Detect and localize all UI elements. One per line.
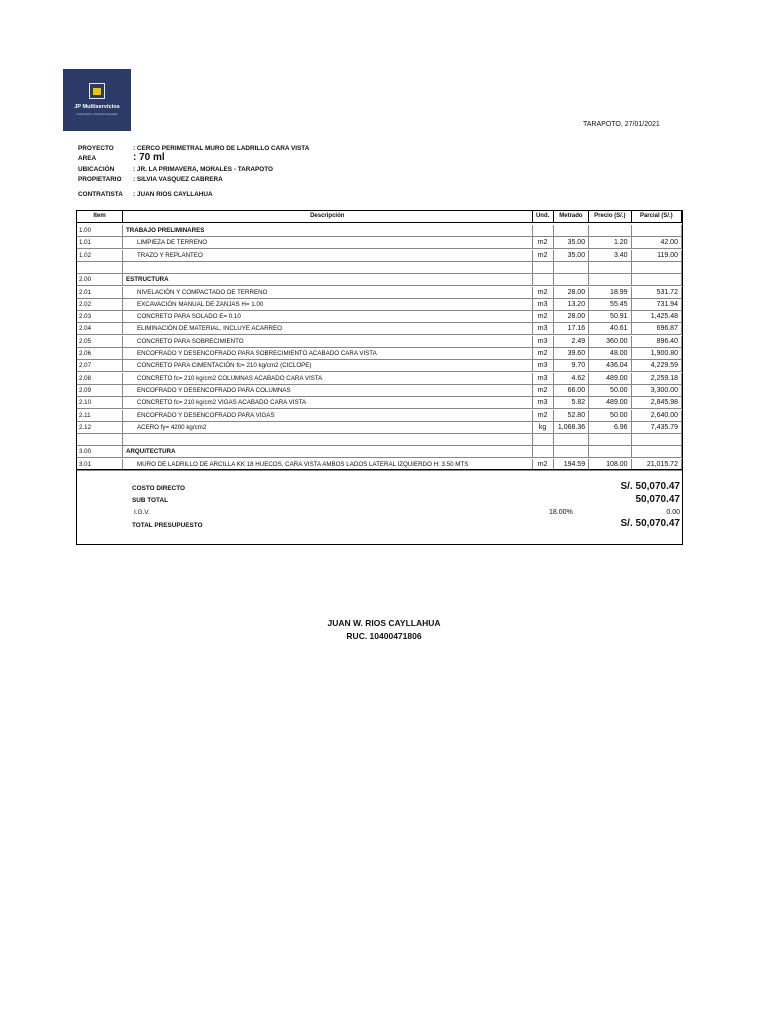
cell-item: 3.01 [77,459,123,471]
logo-mark-icon [89,83,105,99]
cell-item: 1.01 [77,237,123,249]
cell-met: 4.62 [554,373,589,385]
cell-pre: 6.96 [589,422,631,434]
cell-item: 2.01 [77,287,123,299]
cell-par: 1,425.48 [632,311,682,323]
cell-pre: 18.99 [589,287,631,299]
cell-und [533,262,554,274]
cell-met: 28.00 [554,311,589,323]
sub-total-value: 50,070.47 [635,494,680,505]
budget-table [76,210,683,545]
cell-pre: 48.00 [589,348,631,360]
cell-item: 1.02 [77,250,123,262]
cell-item: 2.04 [77,323,123,335]
table-row [77,287,682,299]
cell-pre [589,434,631,446]
total-presupuesto-label: TOTAL PRESUPUESTO [132,522,203,529]
cell-desc: CONCRETO fc= 210 kg/cm2 VIGAS ACABADO CARA VISTA [123,397,533,409]
cell-par: 1,900.80 [632,348,682,360]
cell-und: m2 [533,250,554,262]
cell-desc [123,434,533,446]
table-row [77,299,682,311]
cell-und: m3 [533,299,554,311]
cell-item: 2.03 [77,311,123,323]
cell-und: m2 [533,237,554,249]
table-row [77,360,682,372]
cell-item: 2.10 [77,397,123,409]
cell-item: 3.00 [77,446,123,458]
cell-pre: 108.00 [589,459,631,471]
cell-par: 7,435.79 [632,422,682,434]
cell-par [632,434,682,446]
cell-pre: 40.61 [589,323,631,335]
cell-met: 194.59 [554,459,589,471]
table-row [77,323,682,335]
cell-pre: 50.00 [589,385,631,397]
table-row [77,397,682,409]
cell-item: 2.06 [77,348,123,360]
cell-par: 21,015.72 [632,459,682,471]
table-row [77,262,682,274]
igv-label: I.G.V. [134,509,150,516]
cell-desc: EXCAVACIÓN MANUAL DE ZANJAS H= 1.00 [123,299,533,311]
table-row [77,311,682,323]
logo-tagline: Construcción y Servicios Generales [76,113,118,116]
cell-und: m3 [533,323,554,335]
cell-pre [589,274,631,286]
cell-und: m3 [533,373,554,385]
cell-met: 39.60 [554,348,589,360]
header-descripcion: Descripción [123,211,533,222]
cell-desc: NIVELACIÓN Y COMPACTADO DE TERRENO [123,287,533,299]
igv-value: 0.00 [666,509,680,516]
cell-item: 1.00 [77,225,123,237]
cell-desc: TRAZO Y REPLANTEO [123,250,533,262]
cell-pre: 489.00 [589,373,631,385]
header-parcial: Parcial (S/.) [632,211,682,222]
cell-und: m3 [533,360,554,372]
cell-par: 531.72 [632,287,682,299]
cell-und [533,225,554,237]
cell-item: 2.09 [77,385,123,397]
header-item: Item [77,211,123,222]
cell-und [533,434,554,446]
cell-pre [589,446,631,458]
cell-desc: ELIMINACIÓN DE MATERIAL, INCLUYE ACARREO [123,323,533,335]
cell-pre [589,225,631,237]
cell-desc: MURO DE LADRILLO DE ARCILLA KK 18 HUECOS, CARA VISTA AMBOS LADOS LATERAL IZQUIERDO H: 3.50 MTS [123,459,533,471]
cell-desc: LIMPIEZA DE TERRENO [123,237,533,249]
cell-desc: ENCOFRADO Y DESENCOFRADO PARA COLUMNAS [123,385,533,397]
cell-und [533,274,554,286]
table-row [77,434,682,446]
cell-item [77,262,123,274]
costo-directo-value: S/. 50,070.47 [620,481,680,492]
table-row [77,410,682,422]
table-row [77,373,682,385]
cell-item: 2.05 [77,336,123,348]
cell-par: 2,845.98 [632,397,682,409]
cell-met: 35.00 [554,250,589,262]
header-precio: Precio (S/.) [589,211,631,222]
cell-item: 2.00 [77,274,123,286]
cell-met [554,262,589,274]
cell-met: 52.80 [554,410,589,422]
cell-met: 35.00 [554,237,589,249]
cell-und: m2 [533,311,554,323]
cell-desc: TRABAJO PRELIMINARES [123,225,533,237]
cell-desc: ESTRUCTURA [123,274,533,286]
header-metrado: Metrado [554,211,589,222]
cell-par: 696.87 [632,323,682,335]
cell-und: m3 [533,397,554,409]
signature-name: JUAN W. RIOS CAYLLAHUA [327,618,441,628]
cell-item: 2.07 [77,360,123,372]
cell-met [554,274,589,286]
cell-par: 896.40 [632,336,682,348]
cell-item: 2.08 [77,373,123,385]
cell-desc: CONCRETO PARA SOLADO E= 0.10 [123,311,533,323]
costo-directo-label: COSTO DIRECTO [132,485,186,492]
cell-desc: ARQUITECTURA [123,446,533,458]
table-row [77,422,682,434]
cell-met: 13.20 [554,299,589,311]
cell-und: m2 [533,410,554,422]
table-row [77,336,682,348]
cell-desc: CONCRETO fc= 210 kg/cm2 COLUMNAS ACABADO CARA VISTA [123,373,533,385]
table-row [77,446,682,458]
cell-par [632,262,682,274]
cell-met [554,434,589,446]
cell-par: 42.00 [632,237,682,249]
cell-und: m2 [533,287,554,299]
cell-met: 17.16 [554,323,589,335]
cell-desc [123,262,533,274]
sub-total-label: SUB TOTAL [132,497,168,504]
table-row [77,385,682,397]
signature-ruc: RUC. 10400471806 [346,631,422,641]
cell-und [533,446,554,458]
cell-par: 2,640.00 [632,410,682,422]
cell-pre: 489.00 [589,397,631,409]
cell-par: 119.00 [632,250,682,262]
cell-und: m3 [533,336,554,348]
cell-met: 66.00 [554,385,589,397]
cell-desc: ENCOFRADO Y DESENCOFRADO PARA VIGAS [123,410,533,422]
cell-item: 2.11 [77,410,123,422]
cell-item: 2.12 [77,422,123,434]
document-date: TARAPOTO, 27/01/2021 [583,121,660,128]
cell-pre [589,262,631,274]
cell-met: 2.49 [554,336,589,348]
cell-par: 731.94 [632,299,682,311]
cell-und: m2 [533,385,554,397]
cell-par: 3,300.00 [632,385,682,397]
cell-met: 9.70 [554,360,589,372]
cell-par [632,225,682,237]
cell-met [554,446,589,458]
header-und: Und. [533,211,554,222]
cell-pre: 360.00 [589,336,631,348]
cell-par: 4,229.59 [632,360,682,372]
company-logo [63,69,131,131]
cell-par [632,274,682,286]
cell-desc: CONCRETO PARA SOBRECIMIENTO [123,336,533,348]
cell-met: 5.82 [554,397,589,409]
table-row [77,250,682,262]
total-presupuesto-value: S/. 50,070.47 [620,518,680,529]
igv-rate: 18.00% [549,509,573,516]
cell-item [77,434,123,446]
table-row [77,274,682,286]
cell-pre: 55.45 [589,299,631,311]
logo-name: JP Multiservicios [74,104,120,110]
cell-pre: 1.20 [589,237,631,249]
cell-pre: 436.04 [589,360,631,372]
cell-und: m2 [533,348,554,360]
cell-met [554,225,589,237]
cell-desc: ENCOFRADO Y DESENCOFRADO PARA SOBRECIMIENTO ACABADO CARA VISTA [123,348,533,360]
cell-pre: 3.40 [589,250,631,262]
cell-pre: 50.00 [589,410,631,422]
cell-desc: CONCRETO PARA CIMENTACIÓN fc= 210 kg/cm2 (CICLOPE) [123,360,533,372]
cell-met: 1,068.36 [554,422,589,434]
cell-pre: 50.91 [589,311,631,323]
table-row [77,237,682,249]
cell-met: 28.00 [554,287,589,299]
cell-und: kg [533,422,554,434]
cell-item: 2.02 [77,299,123,311]
table-row [77,348,682,360]
cell-desc: ACERO fy= 4200 kg/cm2 [123,422,533,434]
cell-par [632,446,682,458]
cell-und: m2 [533,459,554,471]
cell-par: 2,259.18 [632,373,682,385]
table-row [77,225,682,237]
